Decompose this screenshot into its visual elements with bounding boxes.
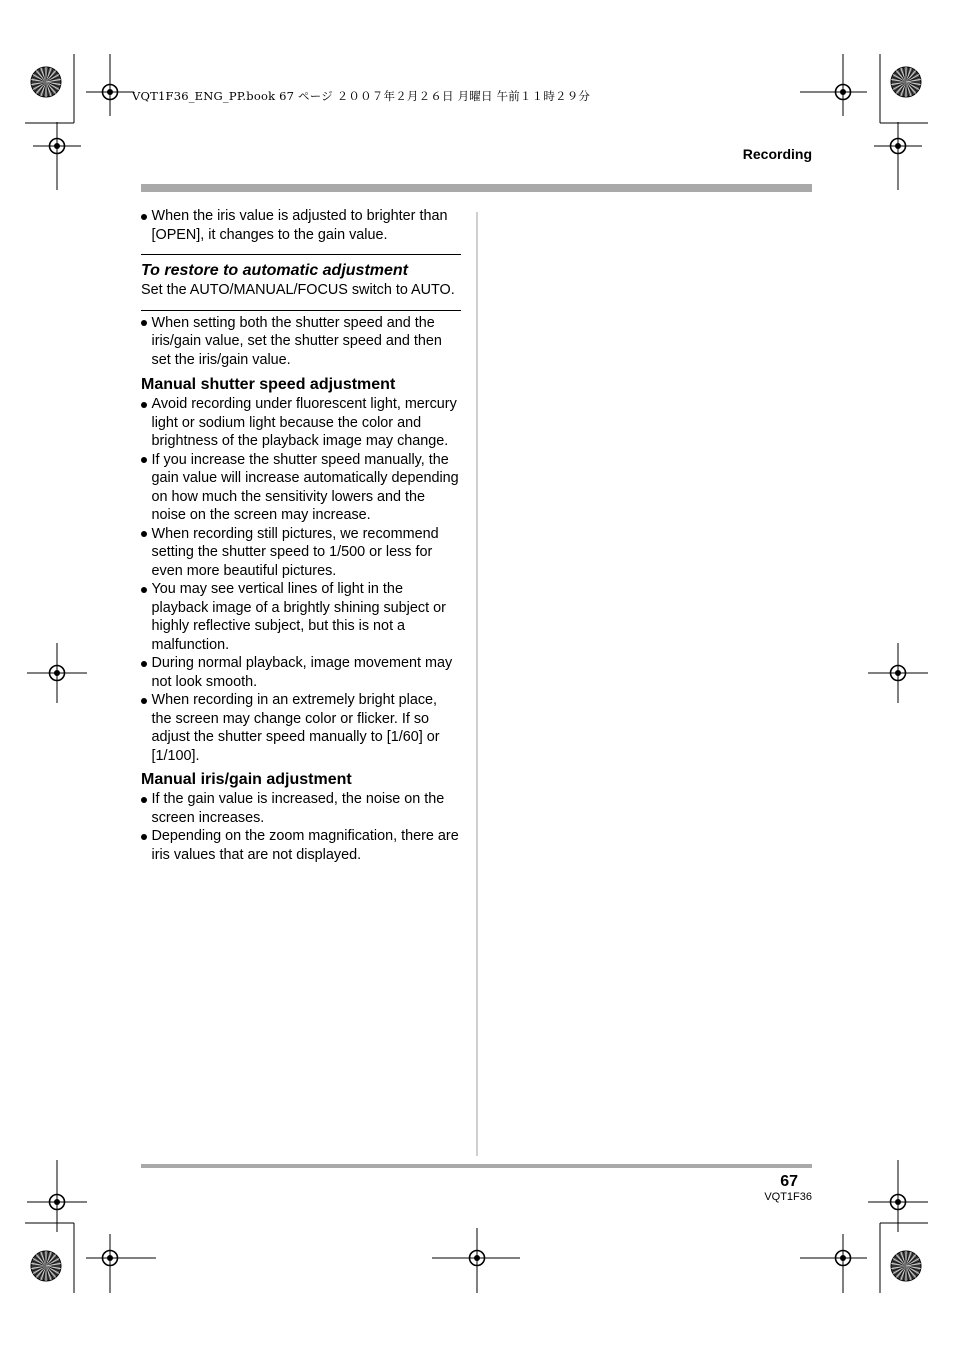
restore-heading: To restore to automatic adjustment [141,262,408,279]
registration-starburst [31,67,61,97]
divider-rule [141,310,461,311]
iris-heading: Manual iris/gain adjustment [141,771,352,788]
column-divider [476,212,478,1156]
section-title: Recording [742,146,812,162]
footer-rule [141,1164,812,1168]
registration-starburst [891,67,921,97]
iris-note: If the gain value is increased, the noise on the screen increases. [141,790,461,827]
shutter-note: When recording still pictures, we recommend setting the shutter speed to 1/500 or less for even more beautiful pictures. [141,525,461,581]
shutter-note: Avoid recording under fluorescent light, mercury light or sodium light because the color and brightness of the playback image may change. [141,395,461,451]
registration-target-center [54,670,60,676]
shutter-note: If you increase the shutter speed manually, the gain value will increase automatically depending on how much the sensitivity lowers and the noise on the screen may increase. [141,451,461,525]
print-info-line: VQT1F36_ENG_PP.book 67 ページ ２００７年２月２６日 月曜日 午前１１時２９分 [132,89,591,103]
registration-starburst [891,1251,921,1281]
shutter-note: During normal playback, image movement may not look smooth. [141,654,461,691]
left-column [141,207,461,864]
registration-starburst [31,1251,61,1281]
shutter-note: When recording in an extremely bright place, the screen may change color or flicker. If so adjust the shutter speed manually to [1/60] or [1/100]. [141,691,461,765]
shutter-note: You may see vertical lines of light in the playback image of a brightly shining subject or highly reflective subject, but this is not a malfunction. [141,580,461,654]
note-shutter-iris-order: When setting both the shutter speed and the iris/gain value, set the shutter speed and then set the iris/gain value. [141,314,461,370]
iris-note: Depending on the zoom magnification, there are iris values that are not displayed. [141,827,461,864]
shutter-heading: Manual shutter speed adjustment [141,376,396,393]
registration-target-center [895,670,901,676]
restore-text: Set the AUTO/MANUAL/FOCUS switch to AUTO. [141,282,455,298]
page-number: 67 [780,1173,798,1190]
header-rule [141,184,812,192]
document-code: VQT1F36 [764,1191,812,1203]
note-iris-brighter: When the iris value is adjusted to brighter than [OPEN], it changes to the gain value. [141,207,461,244]
divider-rule [141,254,461,255]
